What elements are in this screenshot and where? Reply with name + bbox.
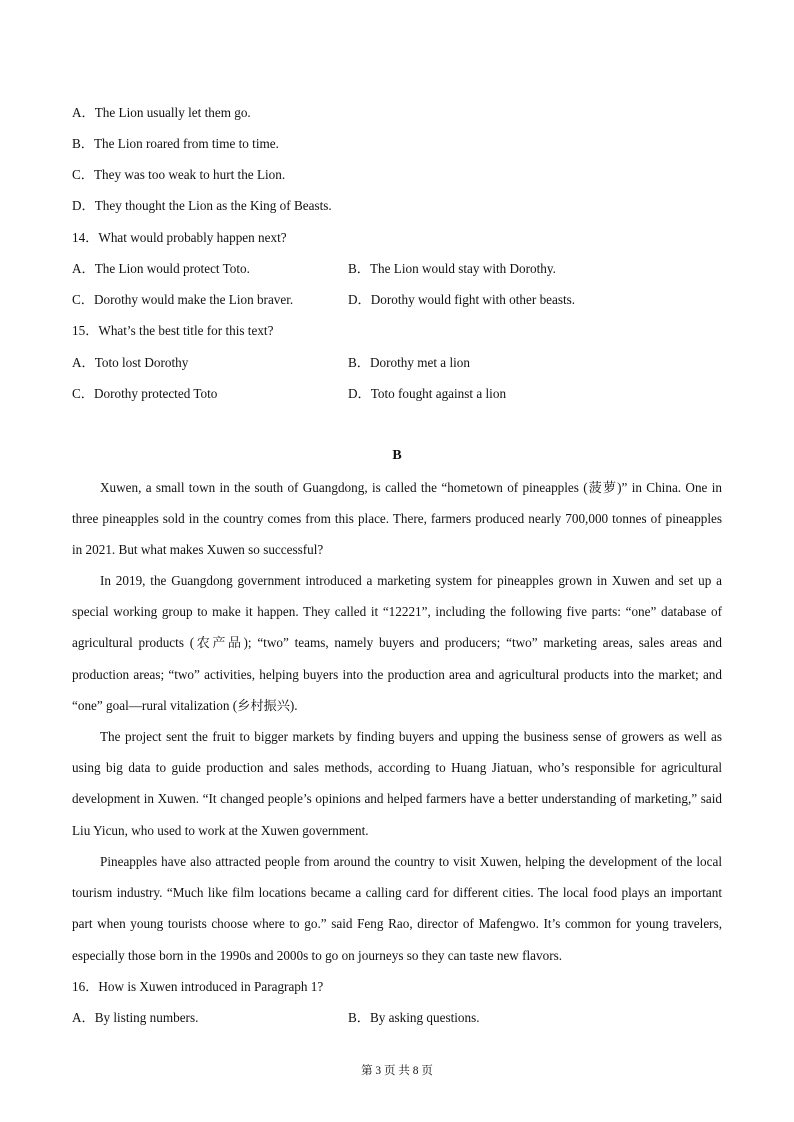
q15-option-c: C．Dorothy protected Toto [72, 386, 218, 401]
q15-option-b: B．Dorothy met a lion [348, 355, 470, 370]
q16-question: 16．How is Xuwen introduced in Paragraph 1? [72, 979, 324, 994]
passage-paragraph-1: Xuwen, a small town in the south of Guangdong, is called the “hometown of pineapples (菠萝)” in China. One in three pineapples sold in the country comes from this place. There, farmers produced nearly 700,000 tonnes of pineapples in 2021. But what makes Xuwen so successful? [72, 480, 722, 558]
passage-paragraph-3: The project sent the fruit to bigger markets by finding buyers and upping the business sense of growers as well as using big data to guide production and sales methods, according to Huang Jiatuan, who’s responsible for agricultural development in Xuwen. “It changed people’s opinions and helped farmers have a better understanding of marketing,” said Liu Yicun, who used to work at the Xuwen government. [72, 729, 722, 838]
q14-option-c: C．Dorothy would make the Lion braver. [72, 292, 294, 307]
q13-option-d: D．They thought the Lion as the King of Beasts. [72, 198, 332, 213]
q13-option-c: C．They was too weak to hurt the Lion. [72, 167, 286, 182]
q16-option-b: B．By asking questions. [348, 1010, 480, 1025]
q13-option-a: A．The Lion usually let them go. [72, 105, 251, 120]
q15-option-a: A．Toto lost Dorothy [72, 355, 189, 370]
q14-question: 14．What would probably happen next? [72, 230, 287, 245]
q14-option-a: A．The Lion would protect Toto. [72, 261, 250, 276]
section-heading: B [392, 448, 402, 463]
q14-option-d: D．Dorothy would fight with other beasts. [348, 292, 576, 307]
q14-option-b: B．The Lion would stay with Dorothy. [348, 261, 556, 276]
passage-paragraph-4: Pineapples have also attracted people from around the country to visit Xuwen, helping the development of the local tourism industry. “Much like film locations became a calling card for different cities. The local food plays an important part when young tourists choose where to go.” said Feng Rao, director of Mafengwo. It’s common for young travelers, especially those born in the 1990s and 2000s to go on journeys so they can taste new flavors. [72, 854, 722, 963]
q13-option-b: B．The Lion roared from time to time. [72, 136, 279, 151]
q16-option-a: A．By listing numbers. [72, 1010, 199, 1025]
q15-option-d: D．Toto fought against a lion [348, 386, 507, 401]
q15-question: 15．What’s the best title for this text? [72, 323, 274, 338]
passage-paragraph-2: In 2019, the Guangdong government introduced a marketing system for pineapples grown in Xuwen and set up a special working group to make it happen. They called it “12221”, including the following five parts: “one” database of agricultural products (农产品); “two” teams, namely buyers and producers; “two” marketing areas, sales areas and production areas; “two” activities, helping buyers into the production area and agricultural products into the market; and “one” goal—rural vitalization (乡村振兴). [72, 573, 722, 713]
page-footer: 第 3 页 共 8 页 [361, 1065, 433, 1077]
